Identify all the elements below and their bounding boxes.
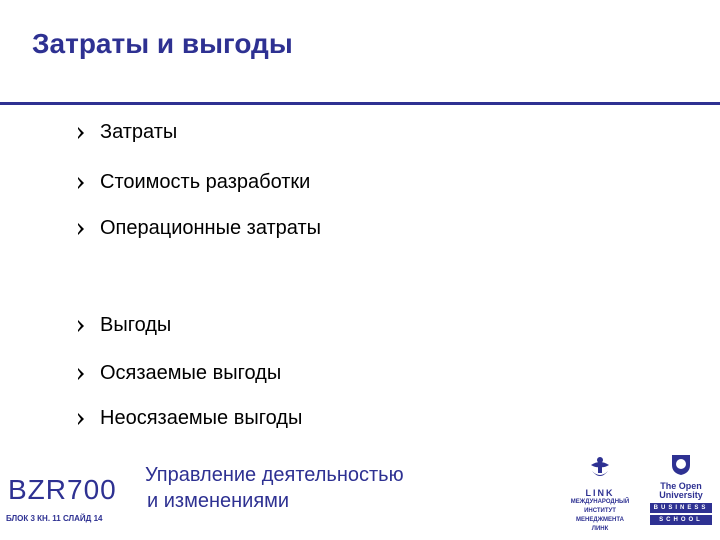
ou-line2: University	[659, 490, 703, 500]
bullet-marker-icon	[78, 127, 84, 139]
course-title-line2: и изменениями	[147, 490, 290, 512]
bullet-text: Неосязаемые выгоды	[100, 407, 303, 429]
bullet-item	[78, 314, 171, 337]
link-logo-word: LINK	[585, 488, 615, 498]
bullet-marker-icon	[78, 368, 84, 380]
link-institute-logo	[560, 455, 640, 533]
course-code: BZR700	[8, 474, 117, 505]
bullet-text: Операционные затраты	[100, 217, 322, 239]
bullet-text: Выгоды	[100, 314, 172, 336]
course-title-line1: Управление деятельностью	[145, 464, 404, 486]
bullet-text: Стоимость разработки	[100, 171, 311, 193]
link-logo-line3: МЕНЕДЖМЕНТА	[576, 517, 624, 523]
bullet-marker-icon	[78, 223, 84, 235]
bullet-marker-icon	[78, 320, 84, 332]
link-logo-line2: ИНСТИТУТ	[584, 508, 616, 514]
slide-title: Затраты и выгоды	[32, 28, 293, 59]
open-university-logo	[650, 455, 712, 527]
bullet-item	[78, 407, 302, 430]
bullet-text: Осязаемые выгоды	[100, 362, 282, 384]
ou-line1: The Open	[660, 481, 702, 491]
link-emblem-icon	[588, 455, 612, 483]
bullet-marker-icon	[78, 177, 84, 189]
bullet-item	[78, 121, 177, 144]
slide-info: БЛОК 3 КН. 11 СЛАЙД 14	[6, 514, 103, 523]
bullet-item	[78, 362, 281, 385]
link-logo-line1: МЕЖДУНАРОДНЫЙ	[570, 499, 630, 505]
course-title	[145, 462, 404, 514]
open-university-shield-icon	[670, 455, 692, 475]
bullet-item	[78, 217, 321, 240]
link-logo-line4: ЛИНК	[591, 526, 609, 532]
bullet-text: Затраты	[100, 121, 178, 143]
school-bar: SCHOOL	[650, 515, 712, 525]
bullet-item	[78, 171, 310, 194]
business-bar: BUSINESS	[650, 503, 712, 513]
bullet-marker-icon	[78, 413, 84, 425]
